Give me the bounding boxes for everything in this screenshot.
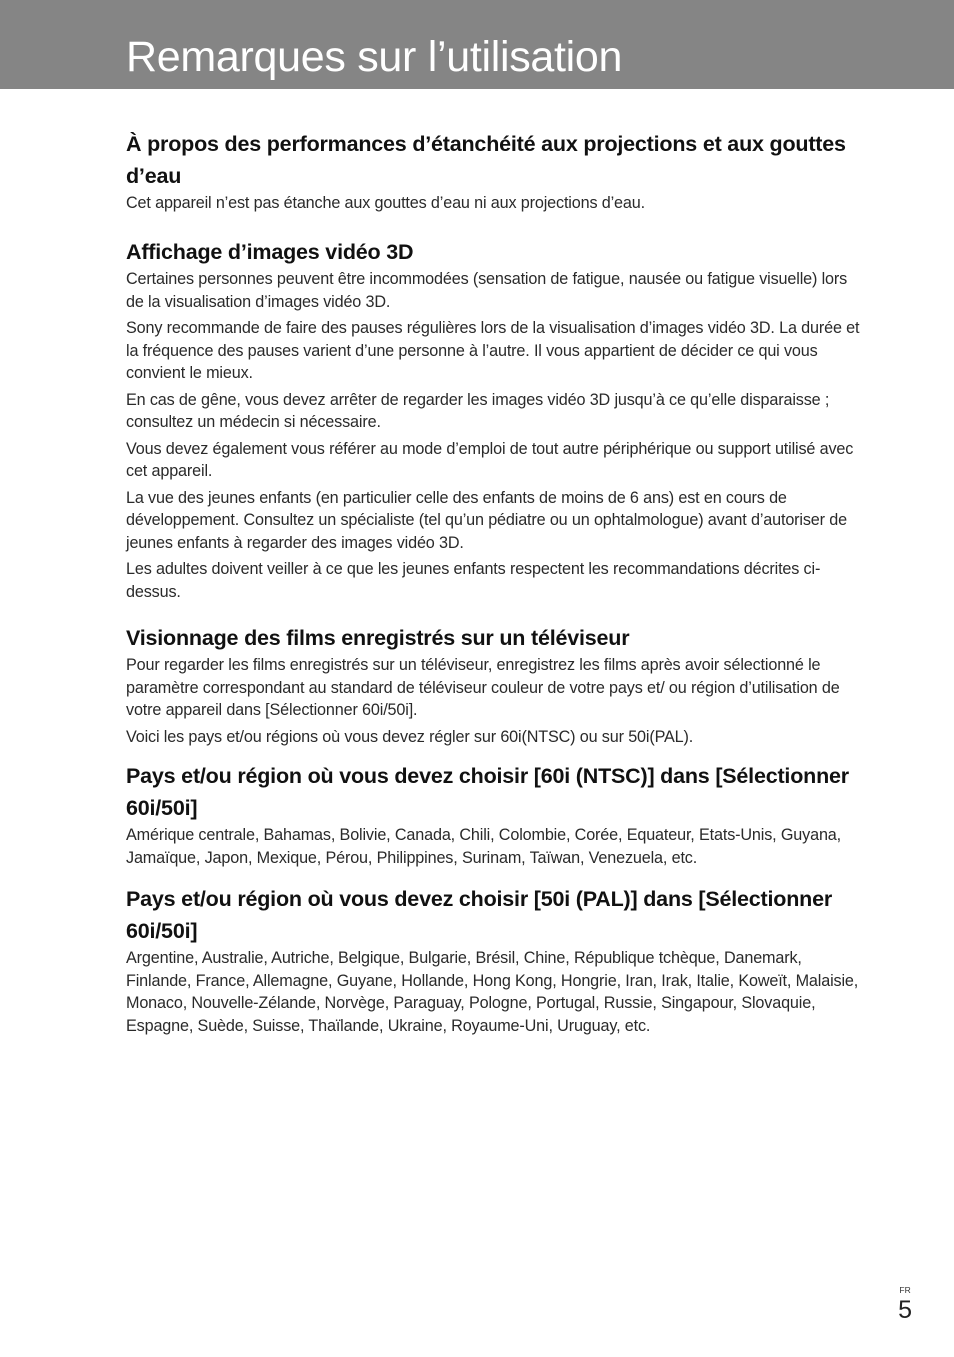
- page-number: 5: [898, 1296, 912, 1324]
- paragraph: Certaines personnes peuvent être incommodées (sensation de fatigue, nausée ou fatigue visuelle) lors de la visualisation d’images vidéo 3D.: [126, 270, 848, 311]
- paragraph: Cet appareil n’est pas étanche aux gouttes d’eau ni aux projections d’eau.: [126, 194, 645, 212]
- country-list: Amérique centrale, Bahamas, Bolivie, Canada, Chili, Colombie, Corée, Equateur, Etats-Unis, Guyana, Jamaïque, Japon, Mexique, Pérou, Philippines, Surinam, Taïwan, Venezuela, etc.: [126, 826, 842, 867]
- section-tv-viewing: [126, 622, 861, 752]
- paragraph: En cas de gêne, vous devez arrêter de regarder les images vidéo 3D jusqu’à ce qu’elle disparaisse ; consultez un médecin si nécessaire.: [126, 390, 830, 431]
- section-water-resistance: [126, 128, 861, 219]
- section-ntsc-countries: [126, 760, 861, 873]
- page-footer: [898, 1284, 912, 1324]
- paragraph: La vue des jeunes enfants (en particulier celle des enfants de moins de 6 ans) est en cours de développement. Consultez un spécialiste (tel qu’un pédiatre ou un ophtalmologue) avant d’autoriser de jeunes enfants à regarder des images vidéo 3D.: [126, 488, 847, 552]
- header-bar: [0, 0, 954, 89]
- language-code: FR: [899, 1285, 911, 1295]
- section-heading: Pays et/ou région où vous devez choisir [60i (NTSC)] dans [Sélectionner 60i/50i]: [126, 764, 849, 820]
- country-list: Argentine, Australie, Autriche, Belgique, Bulgarie, Brésil, Chine, République tchèque, Danemark, Finlande, France, Allemagne, Guyane, Hollande, Hong Kong, Hongrie, Iran, Irak, Italie, Koweït, Malaisie, Monaco, Nouvelle-Zélande, Norvège, Paraguay, Pologne, Portugal, Russie, Singapour, Slovaquie, Espagne, Suède, Suisse, Thaïlande, Ukraine, Royaume-Uni, Uruguay, etc.: [126, 949, 859, 1035]
- section-pal-countries: [126, 883, 861, 1041]
- section-heading: À propos des performances d’étanchéité aux projections et aux gouttes d’eau: [126, 132, 846, 188]
- section-heading: Visionnage des films enregistrés sur un téléviseur: [126, 626, 630, 650]
- page-title: Remarques sur l’utilisation: [126, 33, 623, 81]
- paragraph: Voici les pays et/ou régions où vous devez régler sur 60i(NTSC) ou sur 50i(PAL).: [126, 727, 694, 746]
- paragraph: Pour regarder les films enregistrés sur un téléviseur, enregistrez les films après avoir sélectionné le paramètre correspondant au standard de téléviseur couleur de votre pays et/ ou région d’utilisation de votre appareil dans [Sélectionner 60i/50i].: [126, 656, 840, 719]
- section-heading: Pays et/ou région où vous devez choisir [50i (PAL)] dans [Sélectionner 60i/50i]: [126, 887, 833, 943]
- section-heading: Affichage d’images vidéo 3D: [126, 240, 414, 264]
- paragraph: Les adultes doivent veiller à ce que les jeunes enfants respectent les recommandations décrites ci-dessus.: [126, 560, 821, 601]
- paragraph: Vous devez également vous référer au mode d’emploi de tout autre périphérique ou support utilisé avec cet appareil.: [126, 439, 854, 480]
- paragraph: Sony recommande de faire des pauses régulières lors de la visualisation d’images vidéo 3D. La durée et la fréquence des pauses varient d’une personne à l’autre. Il vous appartient de décider ce qui vous convient le mieux.: [126, 319, 860, 382]
- section-3d-video: [126, 236, 861, 607]
